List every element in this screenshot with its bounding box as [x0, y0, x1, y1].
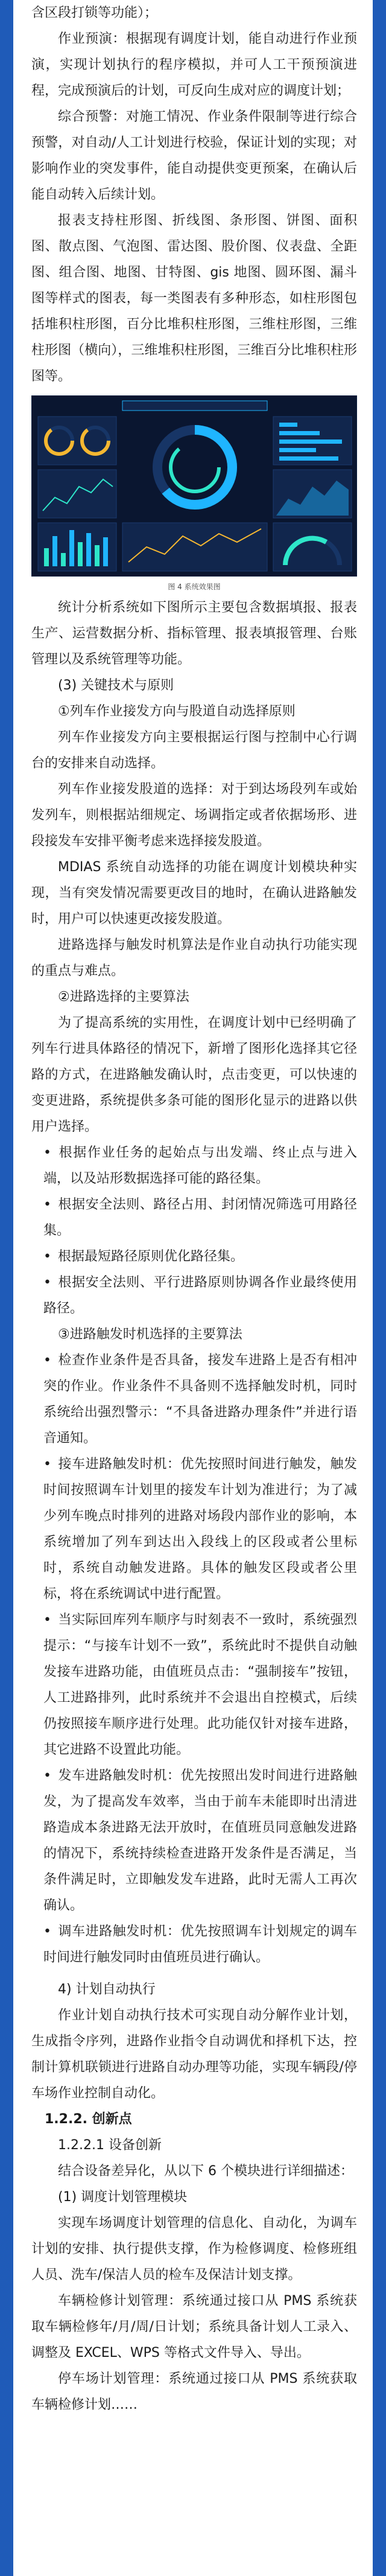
paragraph-report-types: 报表支持柱形图、折线图、条形图、饼图、面积图、散点图、气泡图、雷达图、股价图、仪表盘、全距图、组合图、地图、甘特图、gis 地图、圆环图、漏斗图等样式的图表，每一类图表有多种形态，如柱形图包括堆积柱形图，百分比堆积柱形图，三维柱形图，三维柱形图（横向），三维堆积柱形图，三维百分比堆积柱形图等。	[31, 213, 357, 384]
subheading-trigger-timing: ③进路触发时机选择的主要算法	[58, 1327, 242, 1342]
list-item: • 根据作业任务的起始点与出发端、终止点与进入端，以及站形数据选择可能的路径集。	[31, 1140, 357, 1192]
figure-caption: 图 4 系统效果图	[168, 583, 221, 591]
donut-inner-arc	[171, 443, 219, 491]
decor-hbar	[279, 448, 316, 452]
dashboard-header-bar	[122, 401, 267, 411]
list-item: • 根据最短路径原则优化路径集。	[31, 1244, 357, 1270]
list-item: • 根据安全法则、路径占用、封闭情况筛选可用路径集。	[31, 1192, 357, 1244]
heading-auto-execution: 4) 计划自动执行	[58, 1982, 156, 1997]
list-item: • 根据安全法则、平行进路原则协调各作业最终使用路径。	[31, 1270, 357, 1322]
document-content	[31, 0, 357, 2418]
dashboard-figure	[31, 395, 357, 577]
bullet-icon: •	[43, 1353, 51, 1368]
decor-hbar	[279, 456, 338, 461]
paragraph-mdias: MDIAS 系统自动选择的功能在调度计划模块种实现，当有突发情况需要更改目的地时，在确认进路触发时，用户可以快速更改接发股道。	[31, 860, 357, 927]
paragraph-warning: 综合预警：对施工情况、作业条件限制等进行综合预警，对自动/人工计划进行校验，保证计划的实现；对影响作业的突发事件，能自动提供变更预案，在确认后能自动转入后续计划。	[31, 109, 357, 202]
paragraph: 实现车场调度计划管理的信息化、自动化，为调车计划的安排、执行提供支撑，作为检修调度、检修班组人员、洗车/保洁人员的检车及保洁计划支撑。	[31, 2216, 357, 2283]
paragraph: 列车作业接发方向主要根据运行图与控制中心行调台的安排来自动选择。	[31, 730, 357, 771]
list-item: • 调车进路触发时机：优先按照调车计划规定的调车时间进行触发同时由值班员进行确认。	[31, 1919, 357, 1970]
bullet-icon: •	[43, 1145, 51, 1160]
decor-hbar	[279, 423, 297, 427]
decor-bar	[61, 553, 66, 566]
bullet-icon: •	[43, 1197, 51, 1212]
bullet-icon: •	[43, 1457, 51, 1472]
paragraph-stats-system: 统计分析系统如下图所示主要包含数据填报、报表生产、运营数据分析、指标管理、报表填报管理、台账管理以及系统管理等功能。	[31, 600, 357, 667]
decor-bar	[69, 530, 74, 566]
paragraph: 作业计划自动执行技术可实现自动分解作业计划，生成指令序列，进路作业指令自动调优和择机下达，控制计算机联锁进行进路自动办理等功能，实现车辆段/停车场作业控制自动化。	[31, 2008, 357, 2101]
heading-schedule-module: (1) 调度计划管理模块	[58, 2190, 188, 2205]
dashboard-panel	[122, 523, 267, 571]
list-item: • 发车进路触发时机：优先按照出发时间进行进路触发，为了提高发车效率，当由于前车未能即时出清进路造成本条进路无法开放时，在值班员同意触发进路的情况下，系统持续检查进路开发条件是否满足，当条件满足时，立即触发发车进路，此时无需人工再次确认。	[31, 1763, 357, 1919]
decor-bar	[52, 536, 57, 566]
list-item: • 检查作业条件是否具备，接发车进路上是否有相冲突的作业。作业条件不具备则不选择触发时机，同时系统给出强烈警示：“不具备进路办理条件”并进行语音通知。	[31, 1347, 357, 1451]
paragraph: 含区段打锁等功能）；	[31, 5, 158, 21]
subheading-route-algorithm: ②进路选择的主要算法	[58, 989, 189, 1005]
paragraph: 列车作业接发股道的选择：对于到达场段列车或始发列车，则根据站细规定、场调指定或者依据场形、进段接发车安排平衡考虑来选择接发股道。	[31, 782, 357, 849]
paragraph: 为了提高系统的实用性，在调度计划中已经明确了列车行进具体路径的情况下，新增了图形化选择其它径路的方式，在进路触发确认时，点击变更，可以快速的变更进路，系统提供多条可能的图形化显示的进路以供用户选择。	[31, 1015, 357, 1134]
decor-hbar	[279, 431, 320, 435]
bullet-icon: •	[43, 1275, 51, 1290]
decor-bar	[95, 545, 100, 566]
bullet-icon: •	[43, 1924, 51, 1939]
paragraph: 车辆检修计划管理：系统通过接口从 PMS 系统获取车辆检修年/月/周/日计划；系统具备计划人工录入、调整及 EXCEL、WPS 等格式文件导入、导出。	[31, 2293, 357, 2360]
list-item: • 当实际回库列车顺序与时刻表不一致时，系统强烈提示：“与接车计划不一致”，系统此时不提供自动触发接车进路功能，由值班员点击：“强制接车”按钮，人工进路排列，此时系统并不会退出自控模式，后续仍按照接车顺序进行处理。此功能仅针对接车进路，其它进路不设置此功能。	[31, 1607, 357, 1763]
list-item: • 接车进路触发时机：优先按照时间进行触发，触发时间按照调车计划里的接发车计划为准进行；为了减少列车晚点时排列的进路对场段内部作业的影响，本系统增加了列车到达出入段线上的区段或者公里标时，系统自动触发进路。具体的触发区段或者公里标，将在系统调试中进行配置。	[31, 1451, 357, 1607]
decor-bar	[86, 533, 91, 566]
heading-key-tech: (3) 关键技术与原则	[58, 678, 174, 693]
subheading-direction-selection: ①列车作业接发方向与股道自动选择原则	[58, 704, 296, 719]
paragraph-cutoff: 停车场计划管理：系统通过接口从 PMS 系统获取车辆检修计划……	[31, 2371, 357, 2412]
heading-innovation: 1.2.2. 创新点	[45, 2112, 132, 2127]
decor-bar	[44, 548, 49, 566]
paragraph: 进路选择与触发时机算法是作业自动执行功能实现的重点与难点。	[31, 938, 357, 979]
paragraph: 结合设备差异化，从以下 6 个模块进行详细描述：	[58, 2164, 353, 2179]
bullet-icon: •	[43, 1249, 51, 1264]
dashboard-panel	[38, 417, 116, 465]
heading-equipment-innovation: 1.2.2.1 设备创新	[58, 2138, 162, 2153]
bullet-icon: •	[43, 1768, 51, 1783]
bullet-icon: •	[43, 1612, 51, 1628]
dashboard-panel	[38, 470, 116, 518]
paragraph-job-rehearsal: 作业预演：根据现有调度计划，能自动进行作业预演，实现计划执行的程序模拟，并可人工干预预演进程，完成预演后的计划，可反向生成对应的调度计划；	[31, 31, 357, 98]
decor-bar	[103, 537, 108, 566]
decor-hbar	[279, 439, 342, 444]
document-sheet	[13, 0, 373, 2576]
dashboard-figure-graphic	[32, 396, 357, 577]
decor-bar	[78, 542, 83, 566]
